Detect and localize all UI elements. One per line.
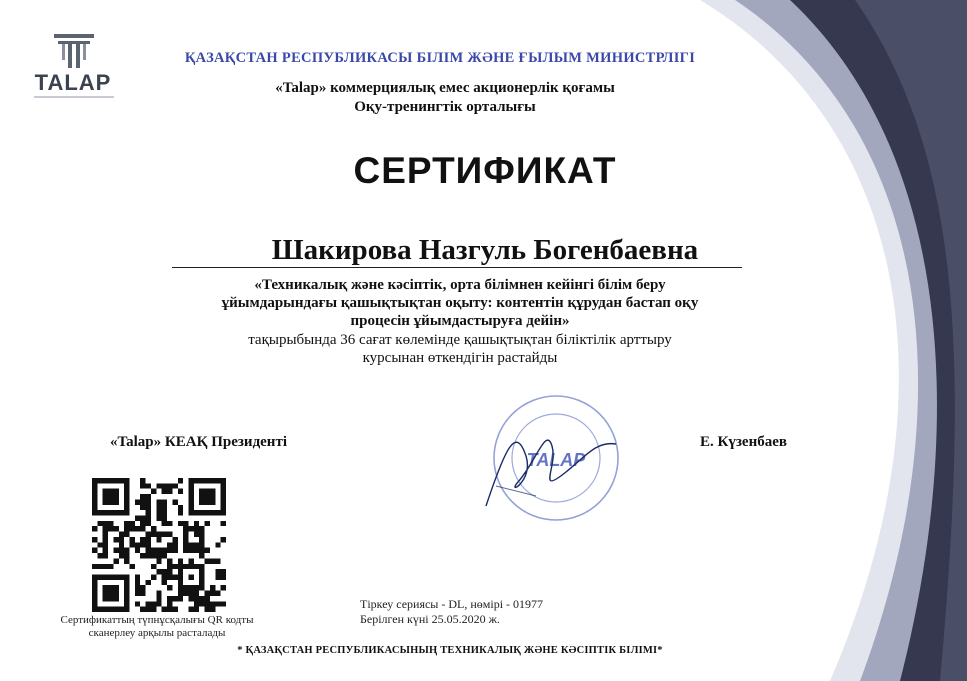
- signer-name: Е. Күзенбаев: [700, 434, 787, 450]
- certificate-title: СЕРТИФИКАТ: [353, 150, 617, 191]
- training-center-name: Оқу-тренингтік орталығы: [354, 99, 536, 115]
- footer-note: * ҚАЗАҚСТАН РЕСПУБЛИКАСЫНЫҢ ТЕХНИКАЛЫҚ ЖӘНЕ КӘСІПТІК БІЛІМІ*: [237, 645, 663, 656]
- qr-caption: [52, 614, 262, 640]
- organization-name: «Talap» коммерциялық емес акционерлік қоғамы: [275, 80, 615, 96]
- official-stamp: [476, 386, 626, 536]
- registration-series: Тіркеу сериясы - DL, нөмірі - 01977: [360, 597, 544, 611]
- logo-wordmark: TALAP: [34, 70, 112, 95]
- recipient-underline: [172, 267, 742, 268]
- course-description-line: тақырыбында 36 сағат көлемінде қашықтықтан біліктілік арттыру: [248, 332, 672, 348]
- talap-logo: [24, 28, 124, 108]
- course-title-line: ұйымдарындағы қашықтықтан оқыту: контентін құрудан бастап оқу: [221, 295, 699, 311]
- ministry-heading: ҚАЗАҚСТАН РЕСПУБЛИКАСЫ БІЛІМ ЖӘНЕ ҒЫЛЫМ МИНИСТРЛІГІ: [184, 50, 696, 66]
- stamp-text: TALAP: [526, 450, 586, 470]
- course-title: [170, 276, 750, 330]
- verification-qr-code: [92, 478, 226, 612]
- qr-caption-line: Сертификаттың түпнұсқалығы QR кодты: [60, 614, 254, 626]
- course-title-line: «Техникалық және кәсіптік, орта білімнен кейінгі білім беру: [254, 277, 666, 293]
- qr-caption-line: сканерлеу арқылы расталады: [88, 627, 226, 639]
- talap-pillar-icon: [24, 28, 124, 72]
- issue-date: Берілген күні 25.05.2020 ж.: [360, 612, 500, 626]
- course-description-line: курсынан өткендігін растайды: [362, 350, 558, 366]
- logo-tagline-bar: [34, 96, 114, 98]
- president-label: «Talap» КЕАҚ Президенті: [110, 434, 287, 450]
- recipient-name: Шакирова Назгуль Богенбаевна: [271, 234, 699, 266]
- course-description: [170, 331, 750, 367]
- course-title-line: процесін ұйымдастыруға дейін»: [350, 313, 570, 329]
